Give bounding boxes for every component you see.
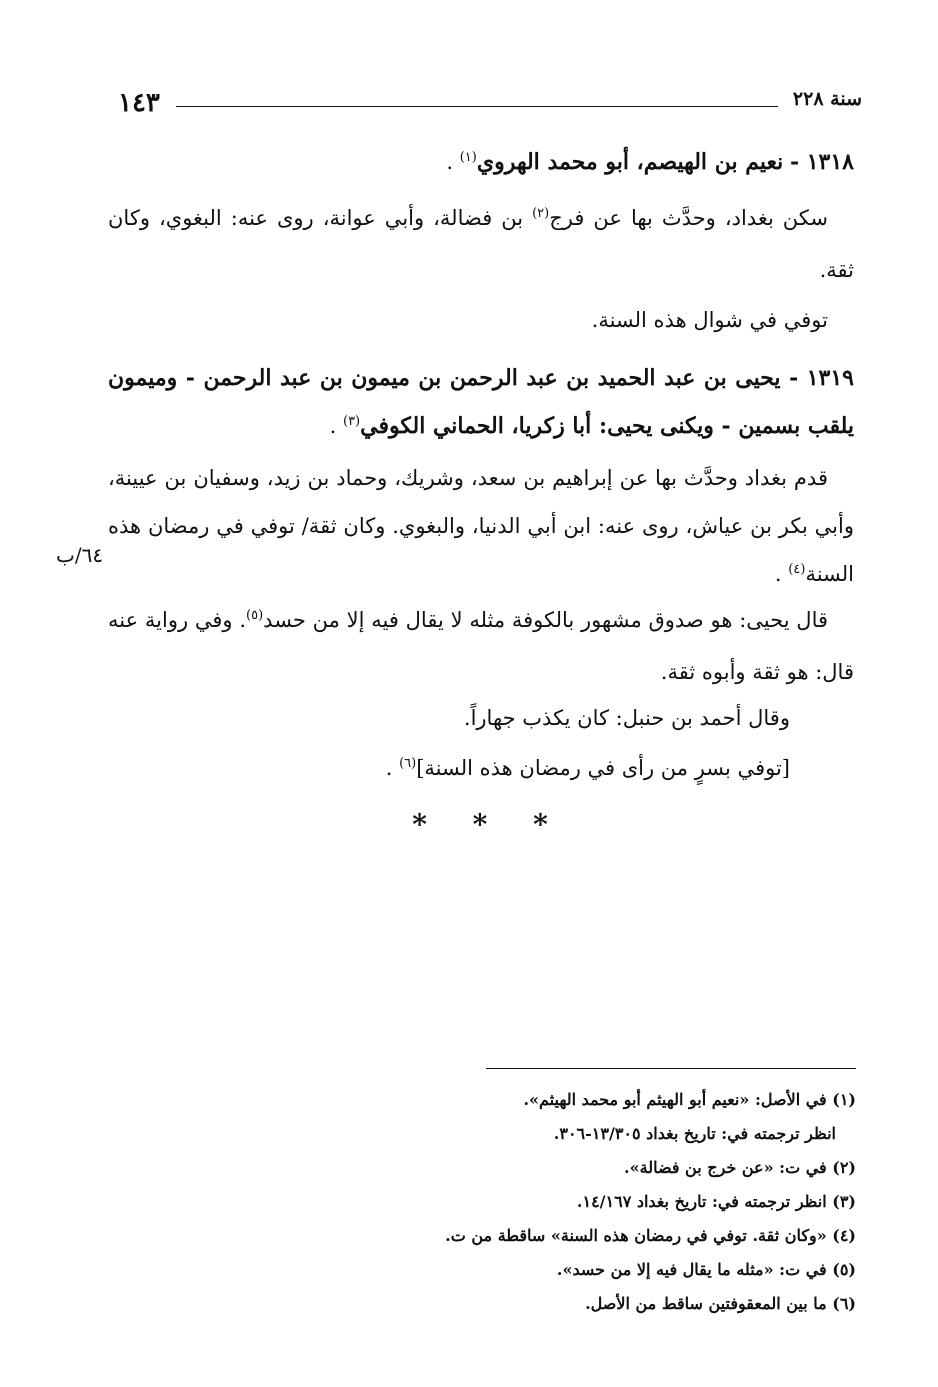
footnote-4: (٤) «وكان ثقة. توفي في رمضان هذه السنة» ساقطة من ت. bbox=[445, 1226, 856, 1245]
footnote-ref-3[interactable]: (٣) bbox=[342, 414, 361, 429]
entry-1319-paragraph-1: قدم بغداد وحدَّث بها عن إبراهيم بن سعد، وشريك، وحماد بن زيد، وسفيان بن عيينة، وأبي بكر بن عياش، روى عنه: ابن أبي الدنيا، والبغوي. وكان ثقة/ توفي في رمضان هذه السنة$^{(٤)}$ . bbox=[108, 466, 854, 586]
page-number: ١٤٣ bbox=[118, 88, 160, 118]
entry-1318-heading: ١٣١٨ - نعيم بن الهيصم، أبو محمد الهروي$^{(١)}$ . bbox=[446, 149, 854, 175]
footnote-1: (١) في الأصل: «نعيم أبو الهيثم أبو محمد الهيثم». bbox=[523, 1090, 856, 1109]
footnote-ref-1[interactable]: (١) bbox=[459, 150, 477, 165]
entry-1319-paragraph-3: وقال أحمد بن حنبل: كان يكذب جهاراً. bbox=[463, 706, 790, 730]
footnote-6: (٦) ما بين المعقوفتين ساقط من الأصل. bbox=[585, 1294, 856, 1313]
footnote-ref-5[interactable]: (٥) bbox=[246, 608, 264, 623]
footnote-ref-2[interactable]: (٢) bbox=[532, 206, 550, 221]
footnote-ref-6[interactable]: (٦) bbox=[399, 756, 417, 771]
entry-1319-paragraph-2: قال يحيى: هو صدوق مشهور بالكوفة مثله لا يقال فيه إلا من حسد$^{(٥)}$. وفي رواية عنه قال: هو ثقة وأبوه ثقة. bbox=[108, 608, 854, 684]
footnote-rule bbox=[486, 1068, 856, 1069]
running-title: سنة ٢٢٨ bbox=[792, 88, 862, 110]
section-separator: * * * bbox=[412, 808, 566, 841]
entry-1319-heading: ١٣١٩ - يحيى بن عبد الحميد بن عبد الرحمن بن ميمون بن عبد الرحمن - وميمون يلقب بسمين - ويكنى يحيى: أبا زكريا، الحماني الكوفي$^{(٣)}$ . bbox=[108, 365, 854, 439]
margin-folio-note: ٦٤/ب bbox=[56, 543, 104, 567]
entry-1318-paragraph-2: توفي في شوال هذه السنة. bbox=[591, 308, 828, 332]
entry-1318-paragraph-1: سكن بغداد، وحدَّث بها عن فرج$^{(٢)}$ بن فضالة، وأبي عوانة، روى عنه: البغوي، وكان ثقة. bbox=[108, 206, 854, 282]
header-rule bbox=[176, 106, 778, 107]
footnote-5: (٥) في ت: «مثله ما يقال فيه إلا من حسد». bbox=[556, 1260, 856, 1279]
footnotes bbox=[300, 1083, 856, 1321]
footnote-2: (٢) في ت: «عن خرج بن فضالة». bbox=[624, 1158, 856, 1177]
footnote-ref-4[interactable]: (٤) bbox=[788, 562, 806, 577]
footnote-1-continuation: انظر ترجمته في: تاريخ بغداد ١٣/٣٠٥-٣٠٦. bbox=[553, 1124, 836, 1143]
page-header bbox=[110, 88, 862, 118]
footnote-3: (٣) انظر ترجمته في: تاريخ بغداد ١٤/١٦٧. bbox=[576, 1192, 856, 1211]
entry-1319-paragraph-4: [توفي بسرٍ من رأى في رمضان هذه السنة]$^{(٦)}$ . bbox=[385, 756, 790, 780]
